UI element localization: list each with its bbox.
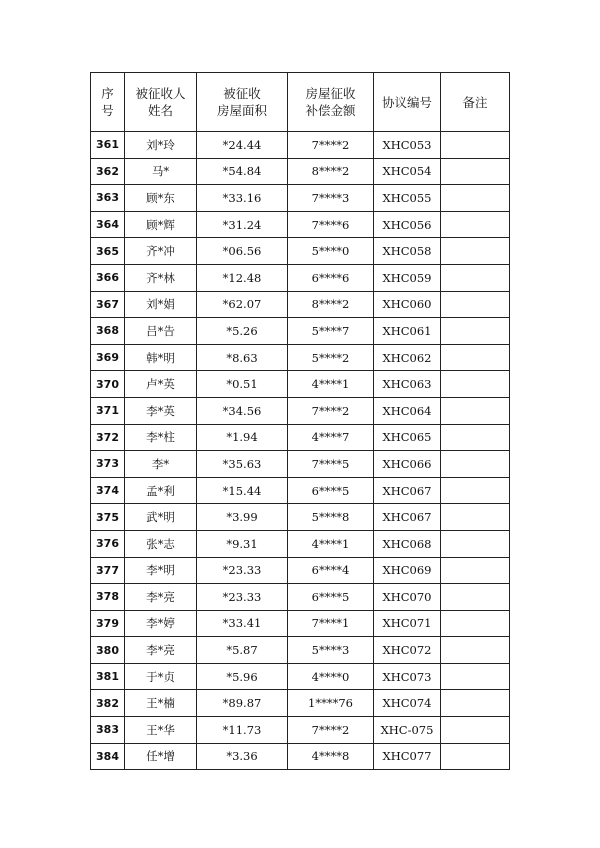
cell-area: *0.51 bbox=[197, 371, 288, 398]
cell-name: 张*志 bbox=[125, 530, 197, 557]
cell-name: 齐*林 bbox=[125, 264, 197, 291]
cell-area: *23.33 bbox=[197, 584, 288, 611]
cell-name: 齐*冲 bbox=[125, 238, 197, 265]
cell-agreement-no: XHC069 bbox=[374, 557, 441, 584]
table-row bbox=[91, 371, 510, 398]
cell-area: *3.99 bbox=[197, 504, 288, 531]
header-area: 被征收 房屋面积 bbox=[197, 73, 288, 132]
cell-agreement-no: XHC073 bbox=[374, 663, 441, 690]
cell-amount: 7****2 bbox=[288, 132, 374, 159]
table-row bbox=[91, 504, 510, 531]
cell-remarks bbox=[441, 663, 510, 690]
cell-agreement-no: XHC059 bbox=[374, 264, 441, 291]
cell-seq: 368 bbox=[91, 318, 125, 345]
cell-area: *23.33 bbox=[197, 557, 288, 584]
cell-name: 韩*明 bbox=[125, 344, 197, 371]
table-row bbox=[91, 397, 510, 424]
cell-area: *5.26 bbox=[197, 318, 288, 345]
cell-amount: 5****3 bbox=[288, 637, 374, 664]
cell-agreement-no: XHC068 bbox=[374, 530, 441, 557]
cell-name: 吕*告 bbox=[125, 318, 197, 345]
cell-amount: 5****0 bbox=[288, 238, 374, 265]
table-row bbox=[91, 211, 510, 238]
cell-seq: 363 bbox=[91, 185, 125, 212]
table-row bbox=[91, 584, 510, 611]
cell-agreement-no: XHC072 bbox=[374, 637, 441, 664]
cell-area: *89.87 bbox=[197, 690, 288, 717]
cell-seq: 373 bbox=[91, 451, 125, 478]
cell-amount: 7****6 bbox=[288, 211, 374, 238]
cell-remarks bbox=[441, 211, 510, 238]
table-row bbox=[91, 477, 510, 504]
cell-name: 李*明 bbox=[125, 557, 197, 584]
header-seq: 序 号 bbox=[91, 73, 125, 132]
cell-name: 李*婷 bbox=[125, 610, 197, 637]
cell-remarks bbox=[441, 610, 510, 637]
table-row bbox=[91, 318, 510, 345]
cell-seq: 369 bbox=[91, 344, 125, 371]
cell-name: 刘*玲 bbox=[125, 132, 197, 159]
cell-area: *34.56 bbox=[197, 397, 288, 424]
table-row bbox=[91, 557, 510, 584]
table-row bbox=[91, 690, 510, 717]
table-row bbox=[91, 291, 510, 318]
cell-remarks bbox=[441, 397, 510, 424]
cell-amount: 6****6 bbox=[288, 264, 374, 291]
cell-name: 李*亮 bbox=[125, 584, 197, 611]
cell-agreement-no: XHC066 bbox=[374, 451, 441, 478]
cell-area: *06.56 bbox=[197, 238, 288, 265]
cell-area: *11.73 bbox=[197, 717, 288, 744]
cell-name: 顾*辉 bbox=[125, 211, 197, 238]
cell-seq: 375 bbox=[91, 504, 125, 531]
cell-name: 孟*利 bbox=[125, 477, 197, 504]
cell-seq: 370 bbox=[91, 371, 125, 398]
cell-seq: 377 bbox=[91, 557, 125, 584]
cell-amount: 7****5 bbox=[288, 451, 374, 478]
table-row bbox=[91, 637, 510, 664]
cell-seq: 364 bbox=[91, 211, 125, 238]
cell-name: 马* bbox=[125, 158, 197, 185]
cell-agreement-no: XHC056 bbox=[374, 211, 441, 238]
cell-area: *5.87 bbox=[197, 637, 288, 664]
cell-area: *35.63 bbox=[197, 451, 288, 478]
cell-remarks bbox=[441, 557, 510, 584]
cell-name: 任*增 bbox=[125, 743, 197, 770]
table-row bbox=[91, 530, 510, 557]
cell-name: 顾*东 bbox=[125, 185, 197, 212]
header-agreement-no: 协议编号 bbox=[374, 73, 441, 132]
header-remarks: 备注 bbox=[441, 73, 510, 132]
cell-name: 王*楠 bbox=[125, 690, 197, 717]
cell-agreement-no: XHC067 bbox=[374, 504, 441, 531]
cell-seq: 371 bbox=[91, 397, 125, 424]
table-row bbox=[91, 264, 510, 291]
header-amount: 房屋征收 补偿金额 bbox=[288, 73, 374, 132]
cell-agreement-no: XHC054 bbox=[374, 158, 441, 185]
cell-area: *1.94 bbox=[197, 424, 288, 451]
cell-amount: 4****8 bbox=[288, 743, 374, 770]
header-row bbox=[91, 73, 510, 132]
cell-seq: 366 bbox=[91, 264, 125, 291]
cell-remarks bbox=[441, 584, 510, 611]
cell-remarks bbox=[441, 637, 510, 664]
cell-seq: 379 bbox=[91, 610, 125, 637]
table-row bbox=[91, 132, 510, 159]
cell-seq: 367 bbox=[91, 291, 125, 318]
cell-seq: 378 bbox=[91, 584, 125, 611]
cell-agreement-no: XHC065 bbox=[374, 424, 441, 451]
cell-agreement-no: XHC062 bbox=[374, 344, 441, 371]
cell-seq: 362 bbox=[91, 158, 125, 185]
cell-remarks bbox=[441, 291, 510, 318]
cell-name: 李*柱 bbox=[125, 424, 197, 451]
table-body bbox=[91, 132, 510, 770]
cell-amount: 7****3 bbox=[288, 185, 374, 212]
cell-agreement-no: XHC058 bbox=[374, 238, 441, 265]
cell-amount: 7****1 bbox=[288, 610, 374, 637]
cell-seq: 380 bbox=[91, 637, 125, 664]
cell-area: *5.96 bbox=[197, 663, 288, 690]
cell-remarks bbox=[441, 504, 510, 531]
cell-area: *62.07 bbox=[197, 291, 288, 318]
cell-amount: 7****2 bbox=[288, 397, 374, 424]
cell-agreement-no: XHC063 bbox=[374, 371, 441, 398]
cell-remarks bbox=[441, 264, 510, 291]
cell-amount: 5****8 bbox=[288, 504, 374, 531]
cell-amount: 7****2 bbox=[288, 717, 374, 744]
cell-seq: 374 bbox=[91, 477, 125, 504]
cell-remarks bbox=[441, 424, 510, 451]
table-row bbox=[91, 663, 510, 690]
cell-amount: 4****0 bbox=[288, 663, 374, 690]
cell-amount: 4****1 bbox=[288, 371, 374, 398]
table-row bbox=[91, 717, 510, 744]
table-row bbox=[91, 158, 510, 185]
cell-seq: 361 bbox=[91, 132, 125, 159]
table-row bbox=[91, 185, 510, 212]
cell-agreement-no: XHC053 bbox=[374, 132, 441, 159]
cell-remarks bbox=[441, 530, 510, 557]
cell-seq: 365 bbox=[91, 238, 125, 265]
cell-area: *12.48 bbox=[197, 264, 288, 291]
cell-area: *31.24 bbox=[197, 211, 288, 238]
cell-agreement-no: XHC074 bbox=[374, 690, 441, 717]
cell-remarks bbox=[441, 344, 510, 371]
cell-area: *9.31 bbox=[197, 530, 288, 557]
cell-agreement-no: XHC070 bbox=[374, 584, 441, 611]
cell-name: 武*明 bbox=[125, 504, 197, 531]
cell-agreement-no: XHC071 bbox=[374, 610, 441, 637]
cell-area: *54.84 bbox=[197, 158, 288, 185]
cell-amount: 5****2 bbox=[288, 344, 374, 371]
cell-remarks bbox=[441, 451, 510, 478]
table-row bbox=[91, 743, 510, 770]
cell-amount: 6****4 bbox=[288, 557, 374, 584]
cell-name: 刘*娟 bbox=[125, 291, 197, 318]
cell-agreement-no: XHC077 bbox=[374, 743, 441, 770]
cell-amount: 6****5 bbox=[288, 584, 374, 611]
table-row bbox=[91, 238, 510, 265]
cell-area: *33.41 bbox=[197, 610, 288, 637]
cell-amount: 5****7 bbox=[288, 318, 374, 345]
cell-seq: 381 bbox=[91, 663, 125, 690]
cell-agreement-no: XHC064 bbox=[374, 397, 441, 424]
table-row bbox=[91, 451, 510, 478]
cell-amount: 8****2 bbox=[288, 158, 374, 185]
cell-amount: 1****76 bbox=[288, 690, 374, 717]
header-name: 被征收人 姓名 bbox=[125, 73, 197, 132]
cell-seq: 382 bbox=[91, 690, 125, 717]
cell-agreement-no: XHC055 bbox=[374, 185, 441, 212]
cell-area: *24.44 bbox=[197, 132, 288, 159]
cell-amount: 4****1 bbox=[288, 530, 374, 557]
cell-name: 李*亮 bbox=[125, 637, 197, 664]
cell-agreement-no: XHC060 bbox=[374, 291, 441, 318]
cell-amount: 6****5 bbox=[288, 477, 374, 504]
compensation-table bbox=[90, 72, 510, 770]
table-row bbox=[91, 344, 510, 371]
cell-area: *33.16 bbox=[197, 185, 288, 212]
cell-agreement-no: XHC-075 bbox=[374, 717, 441, 744]
cell-remarks bbox=[441, 717, 510, 744]
cell-remarks bbox=[441, 185, 510, 212]
cell-name: 于*贞 bbox=[125, 663, 197, 690]
cell-remarks bbox=[441, 371, 510, 398]
cell-remarks bbox=[441, 318, 510, 345]
cell-seq: 384 bbox=[91, 743, 125, 770]
cell-name: 李*英 bbox=[125, 397, 197, 424]
cell-name: 李* bbox=[125, 451, 197, 478]
cell-area: *8.63 bbox=[197, 344, 288, 371]
cell-area: *3.36 bbox=[197, 743, 288, 770]
cell-name: 王*华 bbox=[125, 717, 197, 744]
cell-agreement-no: XHC067 bbox=[374, 477, 441, 504]
cell-amount: 4****7 bbox=[288, 424, 374, 451]
cell-name: 卢*英 bbox=[125, 371, 197, 398]
cell-remarks bbox=[441, 158, 510, 185]
cell-remarks bbox=[441, 477, 510, 504]
cell-agreement-no: XHC061 bbox=[374, 318, 441, 345]
cell-amount: 8****2 bbox=[288, 291, 374, 318]
cell-remarks bbox=[441, 743, 510, 770]
cell-seq: 383 bbox=[91, 717, 125, 744]
cell-remarks bbox=[441, 238, 510, 265]
cell-seq: 376 bbox=[91, 530, 125, 557]
cell-remarks bbox=[441, 132, 510, 159]
table-row bbox=[91, 610, 510, 637]
cell-remarks bbox=[441, 690, 510, 717]
table-row bbox=[91, 424, 510, 451]
cell-area: *15.44 bbox=[197, 477, 288, 504]
cell-seq: 372 bbox=[91, 424, 125, 451]
